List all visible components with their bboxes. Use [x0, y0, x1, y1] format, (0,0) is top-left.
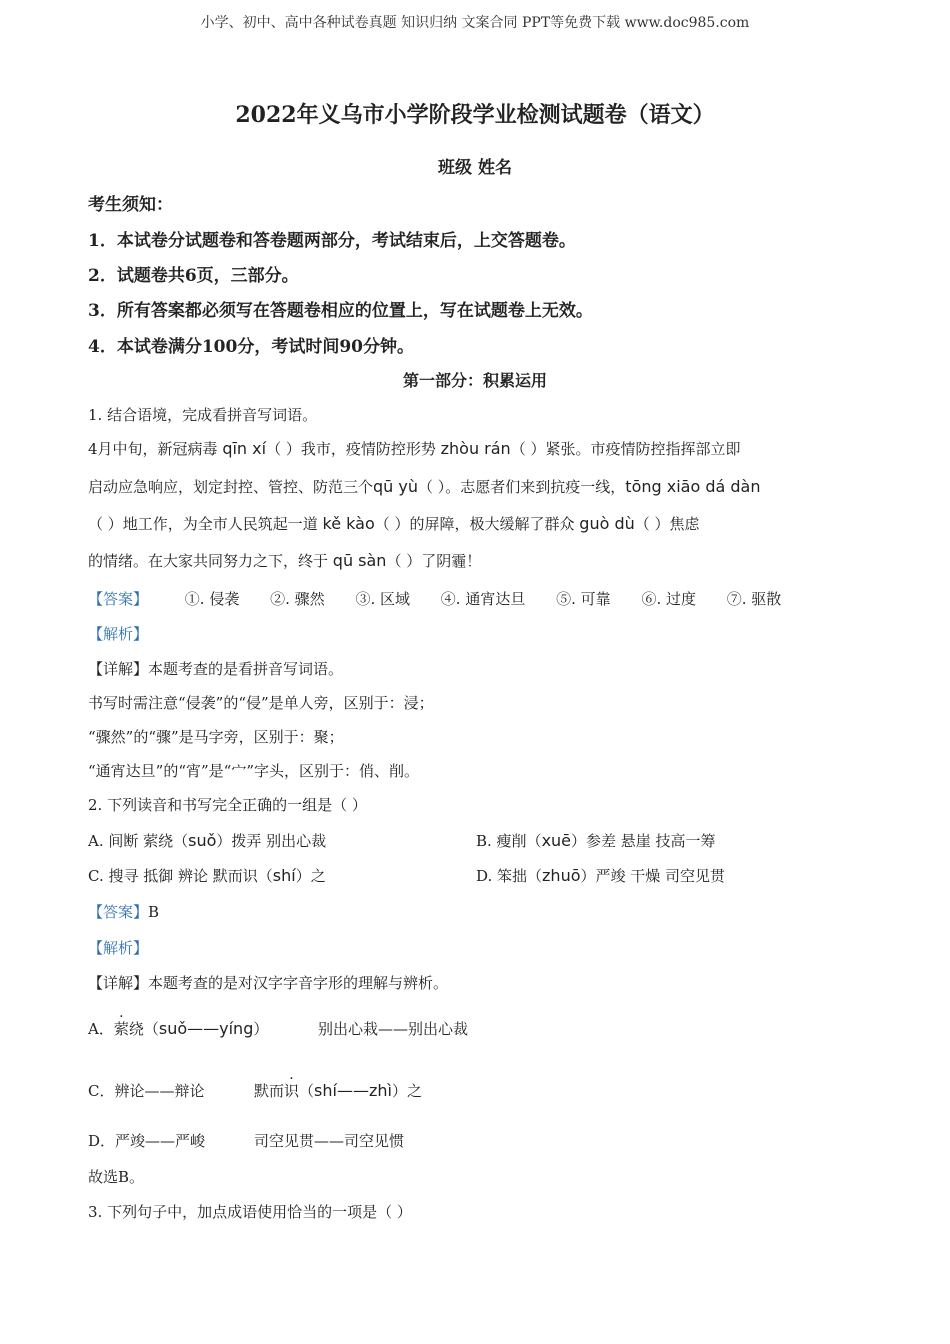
pinyin: guò dù: [579, 514, 635, 533]
pinyin: qīn xí: [222, 439, 267, 458]
pinyin: kě kào: [322, 514, 375, 533]
q1-stem: 1. 结合语境，完成看拼音写词语。: [88, 406, 318, 424]
pinyin: tōng xiāo dá dàn: [625, 477, 761, 496]
site-header: 小学、初中、高中各种试卷真题 知识归纳 文案合同 PPT等免费下载 www.doc985.com: [200, 15, 750, 31]
pinyin: qū yù: [373, 477, 419, 496]
answer-item: ③. 区域: [355, 590, 410, 608]
q2-explain-c: C．辨论——辩论: [88, 1082, 205, 1100]
analysis-tag: 【解析】: [88, 939, 149, 957]
q1-line: （ ）地工作，为全市人民筑起一道 kě kào（ ）的屏障，极大缓解了群众 guò dù（ ）焦虑: [88, 514, 700, 533]
answer-item: ⑤. 可靠: [556, 590, 611, 608]
pinyin: zhòu rán: [440, 439, 511, 458]
q2-answer: 【答案】B: [88, 903, 160, 921]
notice-item: 3．所有答案都必须写在答题卷相应的位置上，写在试题卷上无效。: [88, 301, 593, 321]
answer-item: ④. 通宵达旦: [440, 590, 526, 608]
q1-detail: 【详解】本题考查的是看拼音写词语。: [88, 660, 344, 678]
section-title: 第一部分：积累运用: [402, 371, 547, 390]
answer-tag: 【答案】: [88, 590, 149, 608]
pinyin: qū sàn: [332, 551, 387, 570]
answer-item: ⑦. 驱散: [726, 590, 782, 608]
q1-note: 书写时需注意“侵袭”的“侵”是单人旁，区别于：浸；: [88, 694, 434, 712]
answer-item: ②. 骤然: [270, 590, 325, 608]
q2-explain-c-right: 默而识（shí——zhì）之: [254, 1081, 422, 1100]
class-name-line: 班级 姓名: [438, 158, 512, 178]
notice-item: 1．本试卷分试题卷和答卷题两部分，考试结束后，上交答题卷。: [88, 231, 576, 251]
q1-note: “骤然”的“骤”是马字旁，区别于：聚；: [88, 728, 344, 746]
q2-option-d: D. 笨拙（zhuō）严竣 干燥 司空见贯: [476, 866, 726, 885]
q3-stem: 3. 下列句子中，加点成语使用恰当的一项是（ ）: [88, 1203, 412, 1221]
notice-title: 考生须知：: [88, 195, 173, 215]
notice-item: 4．本试卷满分100分，考试时间90分钟。: [88, 337, 414, 357]
answer-item: ⑥. 过度: [641, 590, 696, 608]
q2-option-b: B. 瘦削（xuē）参差 悬崖 技高一筹: [476, 831, 716, 850]
notice-item: 2．试题卷共6页，三部分。: [88, 266, 299, 286]
q2-explain-a-right: 别出心栽——别出心裁: [318, 1020, 469, 1038]
q2-conclusion: 故选B。: [88, 1168, 145, 1186]
page-title: 2022年义乌市小学阶段学业检测试题卷（语文）: [235, 102, 715, 128]
q1-line: 启动应急响应，划定封控、管控、防范三个qū yù（ ）。志愿者们来到抗疫一线，tōng xiāo dá dàn: [88, 477, 761, 496]
q1-line: 4月中旬，新冠病毒 qīn xí（ ）我市，疫情防控形势 zhòu rán（ ）紧张。市疫情防控指挥部立即: [88, 439, 741, 458]
q2-option-a: A. 间断 萦绕（suǒ）拨弄 别出心裁: [88, 831, 327, 850]
q2-explain-d: D．严竣——严峻: [88, 1132, 206, 1150]
q2-option-c: C. 搜寻 抵御 辨论 默而识（shí）之: [88, 866, 326, 885]
q2-explain-a: A．萦绕（suǒ——yíng）: [88, 1019, 269, 1038]
q2-stem: 2. 下列读音和书写完全正确的一组是（ ）: [88, 796, 367, 814]
q2-explain-d-right: 司空见贯——司空见惯: [254, 1132, 405, 1150]
q2-detail: 【详解】本题考查的是对汉字字音字形的理解与辨析。: [88, 974, 449, 992]
analysis-tag: 【解析】: [88, 625, 149, 643]
q1-line: 的情绪。在大家共同努力之下，终于 qū sàn（ ）了阴霾！: [88, 551, 482, 570]
q1-note: “通宵达旦”的“宵”是“宀”字头，区别于：俏、削。: [88, 762, 420, 780]
answer-item: ①. 侵袭: [184, 590, 240, 608]
q1-answer: [88, 588, 807, 609]
